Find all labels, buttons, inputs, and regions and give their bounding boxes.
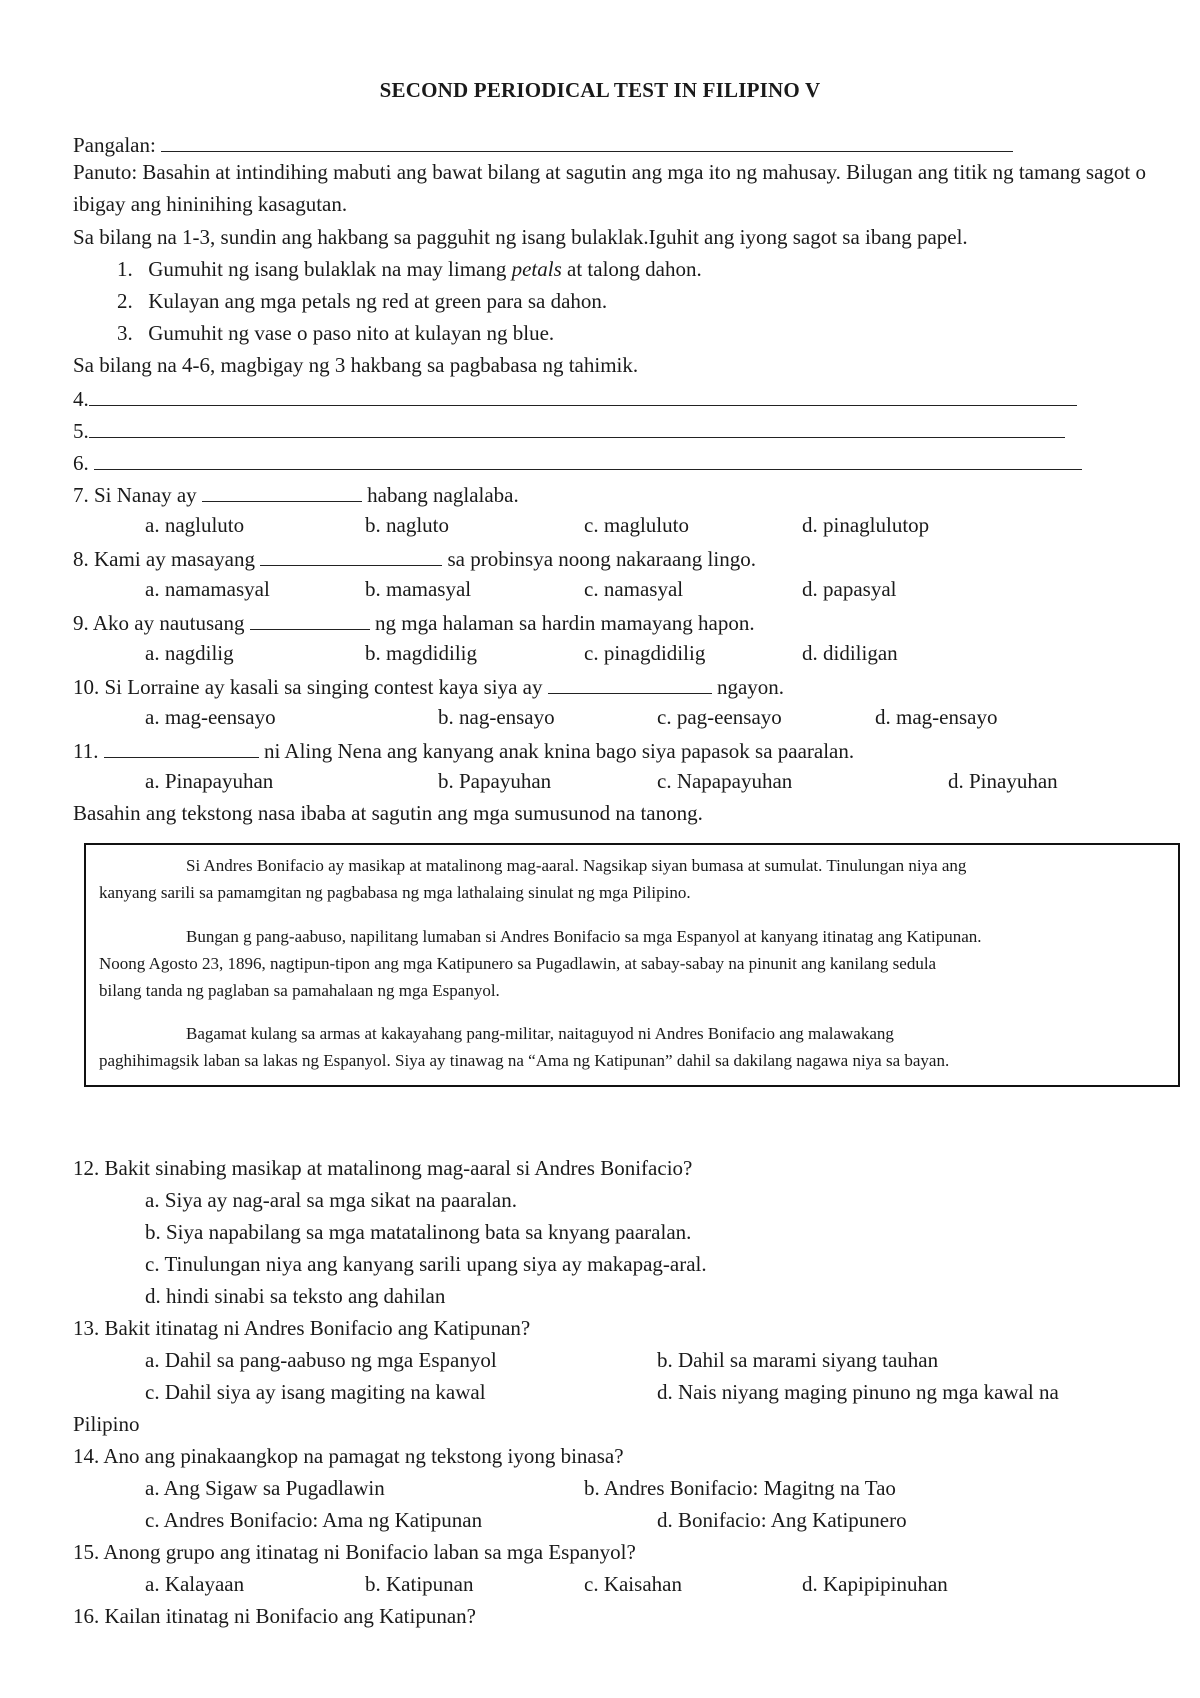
step-text: Gumuhit ng vase o paso nito at kulayan ng blue. (148, 321, 555, 345)
option-d[interactable]: d. didiligan (802, 641, 898, 665)
line-number: 6. (73, 451, 89, 475)
answer-blank[interactable] (548, 673, 712, 694)
question-text: 8. Kami ay masayang (73, 547, 261, 571)
question-15: 15. Anong grupo ang itinatag ni Bonifacio laban sa mga Espanyol? (73, 1540, 636, 1564)
section2-intro: Sa bilang na 4-6, magbigay ng 3 hakbang sa pagbabasa ng tahimik. (73, 353, 639, 377)
step-number: 1. (117, 257, 133, 281)
passage-intro: Basahin ang tekstong nasa ibaba at sagutin ang mga sumusunod na tanong. (73, 801, 703, 825)
step-number: 2. (117, 289, 133, 313)
option-a[interactable]: a. nagluluto (145, 513, 245, 537)
option-b[interactable]: b. Siya napabilang sa mga matatalinong bata sa knyang paaralan. (145, 1220, 692, 1244)
option-c[interactable]: c. namasyal (584, 577, 684, 601)
question-12: 12. Bakit sinabing masikap at matalinong mag-aaral si Andres Bonifacio? (73, 1156, 693, 1180)
option-d[interactable]: d. Pinayuhan (948, 769, 1058, 793)
section1-intro: Sa bilang na 1-3, sundin ang hakbang sa pagguhit ng isang bulaklak.Iguhit ang iyong sagot sa ibang papel. (73, 225, 968, 249)
step-text: Kulayan ang mga petals ng red at green para sa dahon. (148, 289, 608, 313)
answer-blank[interactable] (89, 417, 1065, 438)
option-c[interactable]: c. Tinulungan niya ang kanyang sarili upang siya ay makapag-aral. (145, 1252, 707, 1276)
option-d[interactable]: d. Bonifacio: Ang Katipunero (657, 1508, 907, 1532)
option-a[interactable]: a. Kalayaan (145, 1572, 245, 1596)
option-b[interactable]: b. Katipunan (365, 1572, 474, 1596)
line-number: 4. (73, 387, 89, 411)
answer-blank[interactable] (250, 609, 370, 630)
option-b[interactable]: b. Dahil sa marami siyang tauhan (657, 1348, 939, 1372)
question-text-after: sa probinsya noong nakaraang lingo. (442, 547, 756, 571)
passage-line: paghihimagsik laban sa lakas ng Espanyol. Siya ay tinawag na “Ama ng Katipunan” dahil sa dakilang nagawa niya sa bayan. (99, 1051, 950, 1070)
step-3 (117, 321, 554, 345)
passage-paragraph-2 (99, 923, 1149, 1004)
answer-line-4 (73, 385, 1077, 411)
passage-line: bilang tanda ng paglaban sa pamahalaan ng mga Espanyol. (99, 981, 500, 1000)
passage-line (99, 923, 1149, 950)
step-1 (117, 257, 702, 281)
passage-text: Bungan g pang-aabuso, napilitang lumaban si Andres Bonifacio sa mga Espanyol at kanyang itinatag ang Katipunan. (186, 927, 982, 946)
step-italic: petals (511, 257, 562, 281)
option-a[interactable]: a. namamasyal (145, 577, 270, 601)
option-a[interactable]: a. nagdilig (145, 641, 234, 665)
question-text-after: ngayon. (711, 675, 785, 699)
question-text: 11. (73, 739, 104, 763)
question-14: 14. Ano ang pinakaangkop na pamagat ng tekstong iyong binasa? (73, 1444, 624, 1468)
name-blank[interactable] (161, 131, 1013, 152)
line-number: 5. (73, 419, 89, 443)
question-text: 7. Si Nanay ay (73, 483, 202, 507)
answer-line-6 (73, 449, 1082, 475)
question-8 (73, 545, 756, 571)
passage-line: Noong Agosto 23, 1896, nagtipun-tipon ang mga Katipunero sa Pugadlawin, at sabay-sabay na pinunit ang kanilang sedula (99, 954, 937, 973)
step-text-after: at talong dahon. (561, 257, 702, 281)
passage-paragraph-3 (99, 1020, 1149, 1074)
name-line (73, 131, 1013, 157)
answer-blank[interactable] (104, 737, 259, 758)
answer-blank[interactable] (202, 481, 362, 502)
question-text: 9. Ako ay nautusang (73, 611, 250, 635)
option-c[interactable]: c. Dahil siya ay isang magiting na kawal (145, 1380, 486, 1404)
option-d[interactable]: d. papasyal (802, 577, 897, 601)
step-text: Gumuhit ng isang bulaklak na may limang (148, 257, 512, 281)
name-label: Pangalan: (73, 133, 156, 157)
question-9 (73, 609, 755, 635)
option-d[interactable]: d. pinaglulutop (802, 513, 930, 537)
answer-blank[interactable] (94, 449, 1082, 470)
passage-text: Si Andres Bonifacio ay masikap at matalinong mag-aaral. Nagsikap siyan bumasa at sumulat. Tinulungan niya ang (186, 856, 967, 875)
question-11 (73, 737, 854, 763)
option-a[interactable]: a. Pinapayuhan (145, 769, 274, 793)
question-7 (73, 481, 519, 507)
passage-paragraph-1 (99, 852, 1149, 906)
option-d[interactable]: d. hindi sinabi sa teksto ang dahilan (145, 1284, 446, 1308)
passage-line: kanyang sarili sa pamamgitan ng pagbabasa ng mga lathalaing sinulat ng mga Pilipino. (99, 883, 691, 902)
question-text-after: habang naglalaba. (361, 483, 519, 507)
passage-text: Bagamat kulang sa armas at kakayahang pang-militar, naitaguyod ni Andres Bonifacio ang malawakang (186, 1024, 894, 1043)
option-d-continuation: Pilipino (73, 1412, 140, 1436)
option-c[interactable]: c. Napapayuhan (657, 769, 793, 793)
option-c[interactable]: c. Kaisahan (584, 1572, 682, 1596)
option-c[interactable]: c. pinagdidilig (584, 641, 706, 665)
option-c[interactable]: c. Andres Bonifacio: Ama ng Katipunan (145, 1508, 483, 1532)
option-c[interactable]: c. pag-eensayo (657, 705, 782, 729)
passage-line (99, 852, 1149, 879)
passage-line (99, 1020, 1149, 1047)
option-a[interactable]: a. Dahil sa pang-aabuso ng mga Espanyol (145, 1348, 497, 1372)
reading-passage (84, 843, 1180, 1087)
answer-blank[interactable] (260, 545, 442, 566)
option-a[interactable]: a. mag-eensayo (145, 705, 276, 729)
option-c[interactable]: c. magluluto (584, 513, 689, 537)
step-number: 3. (117, 321, 133, 345)
question-text-after: ni Aling Nena ang kanyang anak knina bago siya papasok sa paaralan. (258, 739, 855, 763)
option-d[interactable]: d. mag-ensayo (875, 705, 998, 729)
question-text-after: ng mga halaman sa hardin mamayang hapon. (369, 611, 755, 635)
option-a[interactable]: a. Siya ay nag-aral sa mga sikat na paaralan. (145, 1188, 518, 1212)
option-b[interactable]: b. mamasyal (365, 577, 472, 601)
option-d[interactable]: d. Kapipipinuhan (802, 1572, 948, 1596)
question-13: 13. Bakit itinatag ni Andres Bonifacio ang Katipunan? (73, 1316, 531, 1340)
option-b[interactable]: b. Andres Bonifacio: Magitng na Tao (584, 1476, 896, 1500)
step-2 (117, 289, 607, 313)
answer-line-5 (73, 417, 1065, 443)
option-b[interactable]: b. Papayuhan (438, 769, 552, 793)
option-b[interactable]: b. nag-ensayo (438, 705, 555, 729)
question-text: 10. Si Lorraine ay kasali sa singing contest kaya siya ay (73, 675, 548, 699)
option-b[interactable]: b. nagluto (365, 513, 449, 537)
option-a[interactable]: a. Ang Sigaw sa Pugadlawin (145, 1476, 385, 1500)
instructions: Panuto: Basahin at intindihing mabuti ang bawat bilang at sagutin ang mga ito ng mahusay. Bilugan ang titik ng tamang sagot o ibigay ang hininihing kasagutan. (73, 160, 1146, 216)
page-title: SECOND PERIODICAL TEST IN FILIPINO V (379, 78, 821, 102)
question-10 (73, 673, 784, 699)
question-16: 16. Kailan itinatag ni Bonifacio ang Katipunan? (73, 1604, 476, 1628)
option-b[interactable]: b. magdidilig (365, 641, 477, 665)
answer-blank[interactable] (89, 385, 1077, 406)
option-d[interactable]: d. Nais niyang maging pinuno ng mga kawal na (657, 1380, 1059, 1404)
